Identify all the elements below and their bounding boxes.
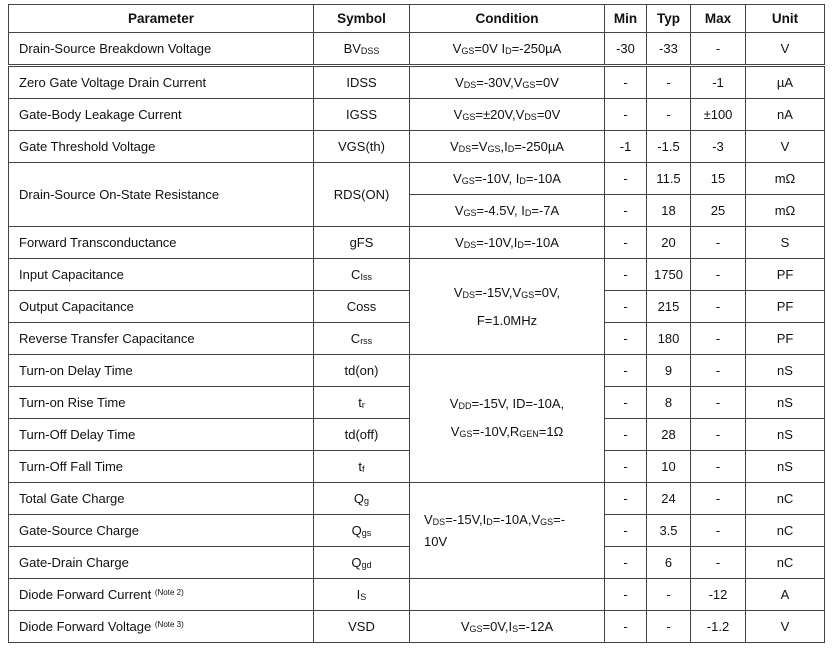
unit-cell: mΩ — [746, 195, 825, 227]
table-row — [9, 355, 825, 387]
table-row — [9, 611, 825, 643]
min-cell: - — [605, 163, 647, 195]
min-cell: - — [605, 227, 647, 259]
max-cell: -1 — [691, 66, 746, 99]
min-cell: - — [605, 66, 647, 99]
max-cell: - — [691, 259, 746, 291]
unit-cell: S — [746, 227, 825, 259]
max-cell: - — [691, 33, 746, 66]
table-row — [9, 259, 825, 291]
table-row — [9, 579, 825, 611]
unit-cell: A — [746, 579, 825, 611]
unit-cell: V — [746, 33, 825, 66]
min-cell: - — [605, 483, 647, 515]
parameter-cell: Drain-Source On-State Resistance — [9, 163, 314, 227]
condition-cell: VGS=0V,IS=-12A — [410, 611, 605, 643]
parameter-cell: Diode Forward Current $^{(Note 2)}$ — [9, 579, 314, 611]
symbol-cell: Crss — [314, 323, 410, 355]
symbol-cell: Qgs — [314, 515, 410, 547]
unit-cell: nC — [746, 547, 825, 579]
symbol-cell: Qg — [314, 483, 410, 515]
max-cell: - — [691, 547, 746, 579]
typ-cell: 180 — [647, 323, 691, 355]
condition-cell-empty — [410, 579, 605, 611]
min-cell: - — [605, 579, 647, 611]
max-cell: - — [691, 451, 746, 483]
min-cell: - — [605, 99, 647, 131]
parameter-cell: Total Gate Charge — [9, 483, 314, 515]
condition-cell: VDS=-10V,ID=-10A — [410, 227, 605, 259]
typ-cell: 20 — [647, 227, 691, 259]
table-row — [9, 227, 825, 259]
min-cell: - — [605, 547, 647, 579]
condition-cell: VGS=0V ID=-250µA — [410, 33, 605, 66]
typ-cell: -1.5 — [647, 131, 691, 163]
parameter-cell: Gate-Source Charge — [9, 515, 314, 547]
max-cell: - — [691, 387, 746, 419]
symbol-cell: RDS(ON) — [314, 163, 410, 227]
typ-cell: 3.5 — [647, 515, 691, 547]
symbol-cell: gFS — [314, 227, 410, 259]
typ-cell: 8 — [647, 387, 691, 419]
parameter-cell: Output Capacitance — [9, 291, 314, 323]
min-cell: -30 — [605, 33, 647, 66]
typ-cell: 9 — [647, 355, 691, 387]
table-row — [9, 163, 825, 195]
parameter-cell: Drain-Source Breakdown Voltage — [9, 33, 314, 66]
max-cell: -12 — [691, 579, 746, 611]
parameter-cell: Zero Gate Voltage Drain Current — [9, 66, 314, 99]
max-cell: 15 — [691, 163, 746, 195]
table-row — [9, 66, 825, 99]
typ-cell: 11.5 — [647, 163, 691, 195]
symbol-cell: IDSS — [314, 66, 410, 99]
symbol-cell: CIss — [314, 259, 410, 291]
unit-cell: PF — [746, 291, 825, 323]
parameter-cell: Turn-Off Delay Time — [9, 419, 314, 451]
symbol-cell: IGSS — [314, 99, 410, 131]
max-cell: - — [691, 323, 746, 355]
min-cell: - — [605, 259, 647, 291]
parameter-cell: Reverse Transfer Capacitance — [9, 323, 314, 355]
max-cell: -3 — [691, 131, 746, 163]
max-cell: -1.2 — [691, 611, 746, 643]
parameter-cell: Gate Threshold Voltage — [9, 131, 314, 163]
parameter-cell: Input Capacitance — [9, 259, 314, 291]
symbol-cell: IS — [314, 579, 410, 611]
parameter-cell: Diode Forward Voltage $^{(Note 3)}$ — [9, 611, 314, 643]
parameter-cell: Turn-on Delay Time — [9, 355, 314, 387]
table-header-row — [9, 5, 825, 33]
max-cell: ±100 — [691, 99, 746, 131]
symbol-cell: BVDSS — [314, 33, 410, 66]
typ-cell: 215 — [647, 291, 691, 323]
unit-cell: V — [746, 611, 825, 643]
symbol-cell: Qgd — [314, 547, 410, 579]
unit-cell: nC — [746, 515, 825, 547]
typ-cell: 28 — [647, 419, 691, 451]
unit-cell: µA — [746, 66, 825, 99]
header-symbol: Symbol — [314, 5, 410, 33]
table-row — [9, 99, 825, 131]
max-cell: - — [691, 483, 746, 515]
symbol-cell: tf — [314, 451, 410, 483]
typ-cell: 6 — [647, 547, 691, 579]
unit-cell: nC — [746, 483, 825, 515]
table-row — [9, 483, 825, 515]
condition-cell: VGS=-4.5V, ID=-7A — [410, 195, 605, 227]
parameter-cell: Forward Transconductance — [9, 227, 314, 259]
table-row — [9, 131, 825, 163]
header-unit: Unit — [746, 5, 825, 33]
parameter-cell: Turn-Off Fall Time — [9, 451, 314, 483]
min-cell: - — [605, 515, 647, 547]
condition-cell: VDS=-30V,VGS=0V — [410, 66, 605, 99]
max-cell: - — [691, 355, 746, 387]
header-min: Min — [605, 5, 647, 33]
min-cell: - — [605, 387, 647, 419]
electrical-characteristics-table — [8, 4, 825, 643]
table-row — [9, 33, 825, 66]
min-cell: - — [605, 355, 647, 387]
parameter-cell: Turn-on Rise Time — [9, 387, 314, 419]
condition-cell: VDS=VGS,ID=-250µA — [410, 131, 605, 163]
max-cell: - — [691, 515, 746, 547]
min-cell: -1 — [605, 131, 647, 163]
unit-cell: PF — [746, 323, 825, 355]
unit-cell: V — [746, 131, 825, 163]
typ-cell: -33 — [647, 33, 691, 66]
condition-cell-switching: VDD=-15V, ID=-10A, VGS=-10V,RGEN=1Ω — [410, 355, 605, 483]
parameter-cell: Gate-Drain Charge — [9, 547, 314, 579]
symbol-cell: tr — [314, 387, 410, 419]
min-cell: - — [605, 323, 647, 355]
unit-cell: nA — [746, 99, 825, 131]
typ-cell: 10 — [647, 451, 691, 483]
header-max: Max — [691, 5, 746, 33]
condition-cell: VGS=-10V, ID=-10A — [410, 163, 605, 195]
typ-cell: 18 — [647, 195, 691, 227]
header-condition: Condition — [410, 5, 605, 33]
min-cell: - — [605, 291, 647, 323]
max-cell: - — [691, 291, 746, 323]
symbol-cell: VSD — [314, 611, 410, 643]
typ-cell: - — [647, 99, 691, 131]
typ-cell: 1750 — [647, 259, 691, 291]
unit-cell: nS — [746, 419, 825, 451]
unit-cell: nS — [746, 451, 825, 483]
condition-cell: VGS=±20V,VDS=0V — [410, 99, 605, 131]
unit-cell: nS — [746, 355, 825, 387]
typ-cell: 24 — [647, 483, 691, 515]
max-cell: - — [691, 227, 746, 259]
max-cell: 25 — [691, 195, 746, 227]
header-parameter: Parameter — [9, 5, 314, 33]
unit-cell: PF — [746, 259, 825, 291]
max-cell: - — [691, 419, 746, 451]
symbol-cell: VGS(th) — [314, 131, 410, 163]
unit-cell: nS — [746, 387, 825, 419]
unit-cell: mΩ — [746, 163, 825, 195]
condition-cell-capacitance: VDS=-15V,VGS=0V, F=1.0MHz — [410, 259, 605, 355]
typ-cell: - — [647, 579, 691, 611]
min-cell: - — [605, 419, 647, 451]
symbol-cell: td(off) — [314, 419, 410, 451]
symbol-cell: Coss — [314, 291, 410, 323]
parameter-cell: Gate-Body Leakage Current — [9, 99, 314, 131]
typ-cell: - — [647, 66, 691, 99]
typ-cell: - — [647, 611, 691, 643]
symbol-cell: td(on) — [314, 355, 410, 387]
min-cell: - — [605, 611, 647, 643]
header-typ: Typ — [647, 5, 691, 33]
min-cell: - — [605, 195, 647, 227]
condition-cell-charge: VDS=-15V,ID=-10A,VGS=- 10V — [410, 483, 605, 579]
min-cell: - — [605, 451, 647, 483]
